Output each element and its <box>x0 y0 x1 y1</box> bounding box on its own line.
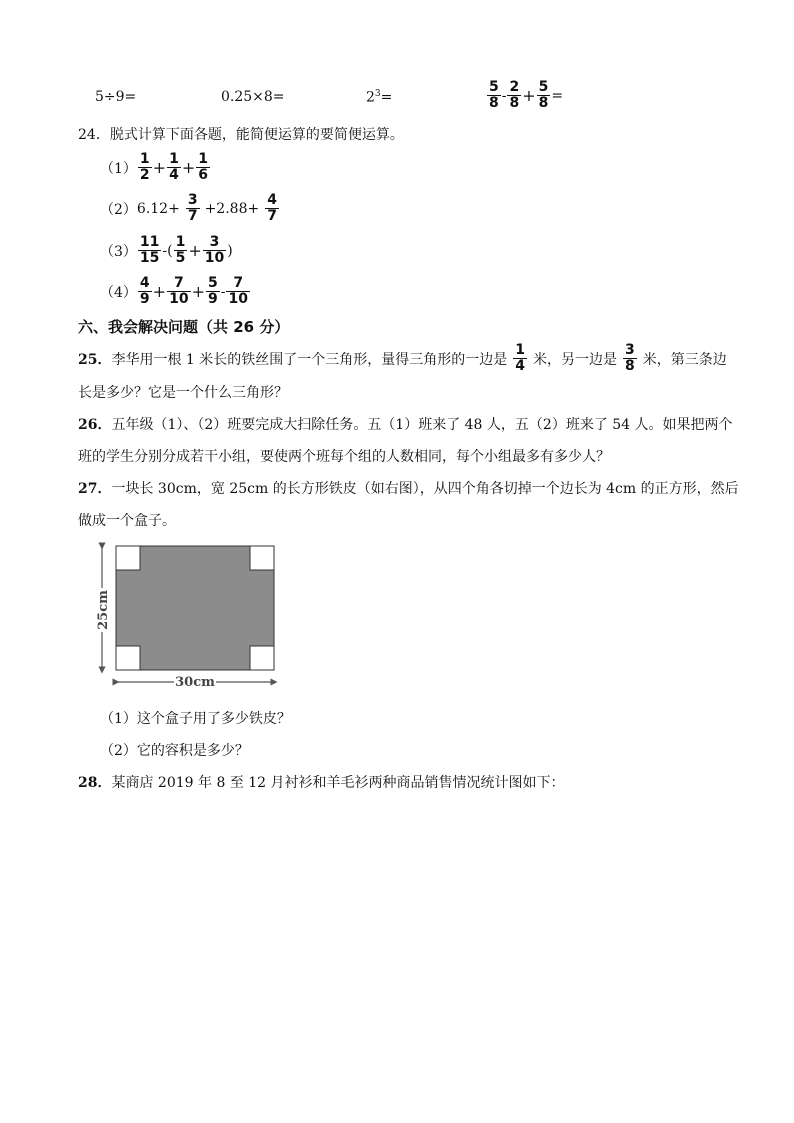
width-label: 30cm <box>175 675 215 690</box>
fraction: $\frac{5}{8}$ <box>489 79 499 111</box>
corner-square <box>116 646 140 670</box>
q24-title: 24．脱式计算下面各题，能简便运算的要简便运算。 <box>78 127 404 143</box>
q27-sub-1: （1）这个盒子用了多少铁皮？ <box>100 711 291 727</box>
q25-line-1: 25． 李华用一根 1 米长的铁丝围了一个三角形，量得三角形的一边是 $\frac{1}{4}$ 米，另一边是 $\frac{3}{8}$ 米，第三条边 <box>78 342 727 374</box>
q25-line-2: 长是多少？它是一个什么三角形？ <box>78 385 288 401</box>
q23-b: 0.25×8= <box>221 89 285 105</box>
q27-sub-2: （2）它的容积是多少？ <box>100 743 249 759</box>
corner-square <box>250 546 274 570</box>
corner-square <box>250 646 274 670</box>
q24-item-1: （1） $\frac{1}{2}$ + $\frac{1}{4}$ + $\frac{1}{6}$ <box>100 151 208 183</box>
q23-d: $\frac{5}{8}$ - $\frac{2}{8}$ + $\frac{5}{8}$ = <box>489 79 564 111</box>
q28-line-1: 28．某商店 2019 年 8 至 12 月衬衫和羊毛衫两种商品销售情况统计图如下： <box>78 775 565 791</box>
section-heading: 六、我会解决问题（共 26 分） <box>78 318 290 336</box>
fraction: $\frac{2}{8}$ <box>509 79 520 111</box>
q24-item-3: （3） $\frac{11}{15}$ -( $\frac{1}{5}$ + $\frac{3}{10}$ ) <box>100 234 233 266</box>
fraction: $\frac{5}{8}$ <box>538 79 549 111</box>
q26-line-1: 26．五年级（1）、（2）班要完成大扫除任务。五（1）班来了 48 人，五（2）班来了 54 人。如果把两个 <box>78 417 733 433</box>
q23-a: 5÷9= <box>95 89 137 105</box>
q27-line-1: 27．一块长 30cm，宽 25cm 的长方形铁皮（如右图），从四个角各切掉一个边长为 4cm 的正方形，然后 <box>78 481 739 497</box>
q24-item-2: （2） 6.12+ $\frac{3}{7}$ +2.88+ $\frac{4}{7}$ <box>100 192 277 224</box>
sheet-figure <box>90 538 290 690</box>
height-label: 25cm <box>96 590 111 630</box>
q24-item-4: （4） $\frac{4}{9}$ + $\frac{7}{10}$ + $\frac{5}{9}$ - $\frac{7}{10}$ <box>100 275 248 307</box>
q23-c: $2^3=$ <box>366 89 393 106</box>
q27-line-2: 做成一个盒子。 <box>78 513 176 529</box>
corner-square <box>116 546 140 570</box>
q26-line-2: 班的学生分别分成若干小组，要使两个班每个组的人数相同，每个小组最多有多少人？ <box>78 449 610 465</box>
